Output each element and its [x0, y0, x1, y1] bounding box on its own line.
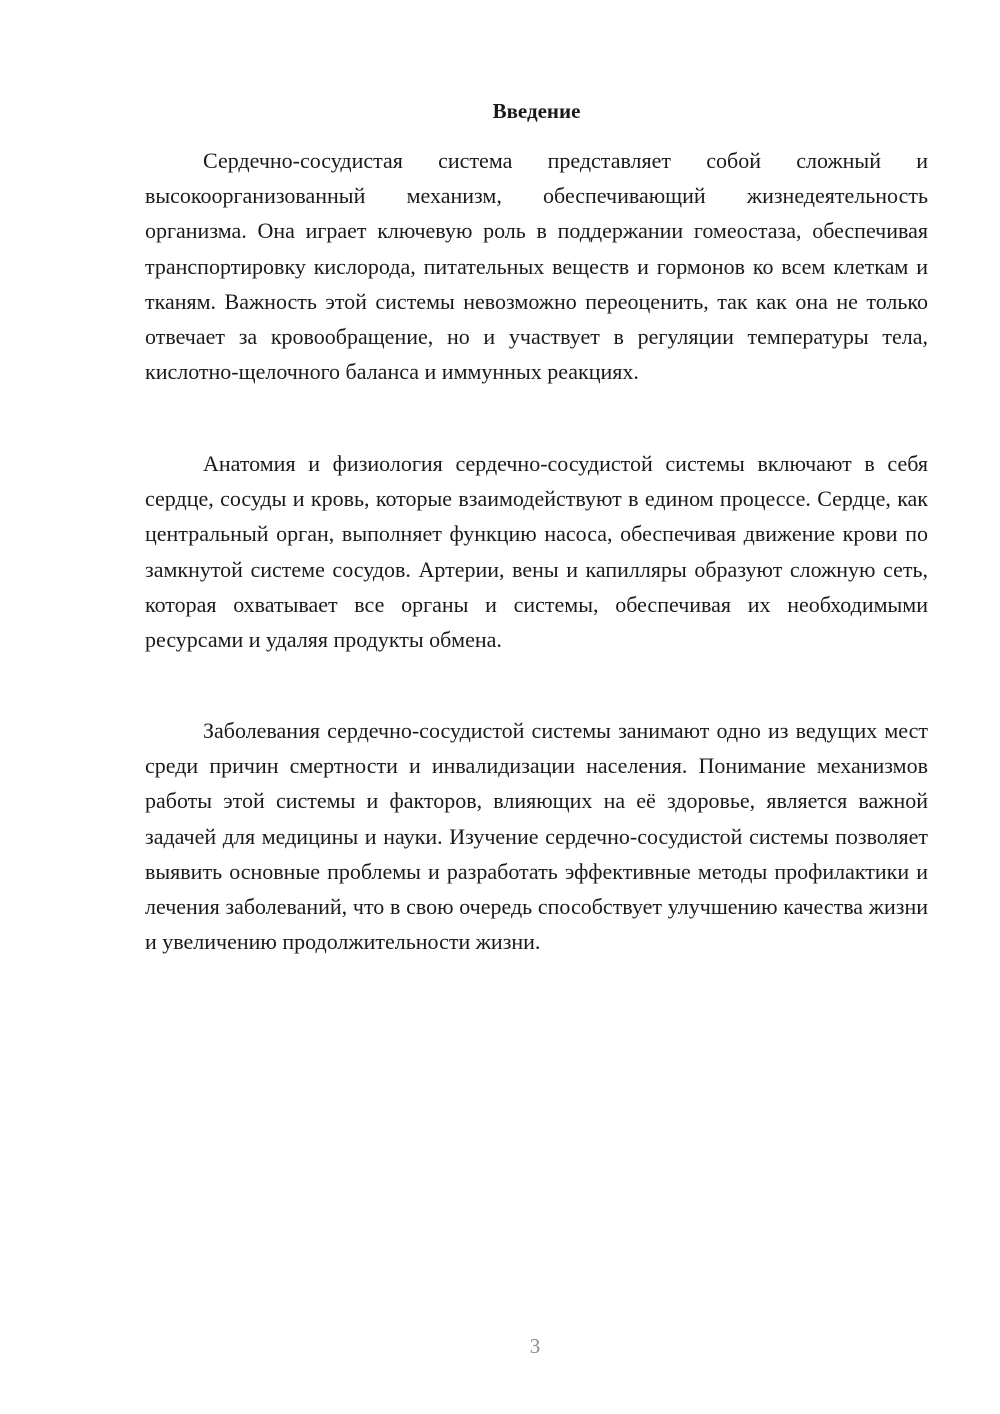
- page-number: 3: [529, 1334, 541, 1358]
- paragraph-2: Анатомия и физиология сердечно-сосудистой системы включают в себя сердце, сосуды и кровь, которые взаимодействуют в едином процессе. Сердце, как центральный орган, выполняет функцию насоса, обеспечивая движение крови по замкнутой системе сосудов. Артерии, вены и капилляры образуют сложную сеть, которая охватывает все органы и системы, обеспечивая их необходимыми ресурсами и удаляя продукты обмена.: [145, 451, 928, 653]
- page-title: Введение: [492, 99, 581, 123]
- paragraph-1: Сердечно-сосудистая система представляет собой сложный и высокоорганизованный механизм, обеспечивающий жизнедеятельность организма. Она играет ключевую роль в поддержании гомеостаза, обеспечивая транспортировку кислорода, питательных веществ и гормонов ко всем клеткам и тканям. Важность этой системы невозможно переоценить, так как она не только отвечает за кровообращение, но и участвует в регуляции температуры тела, кислотно-щелочного баланса и иммунных реакциях.: [145, 148, 928, 385]
- paragraph-3: Заболевания сердечно-сосудистой системы занимают одно из ведущих мест среди причин смертности и инвалидизации населения. Понимание механизмов работы этой системы и факторов, влияющих на её здоровье, является важной задачей для медицины и науки. Изучение сердечно-сосудистой системы позволяет выявить основные проблемы и разработать эффективные методы профилактики и лечения заболеваний, что в свою очередь способствует улучшению качества жизни и увеличению продолжительности жизни.: [145, 718, 928, 955]
